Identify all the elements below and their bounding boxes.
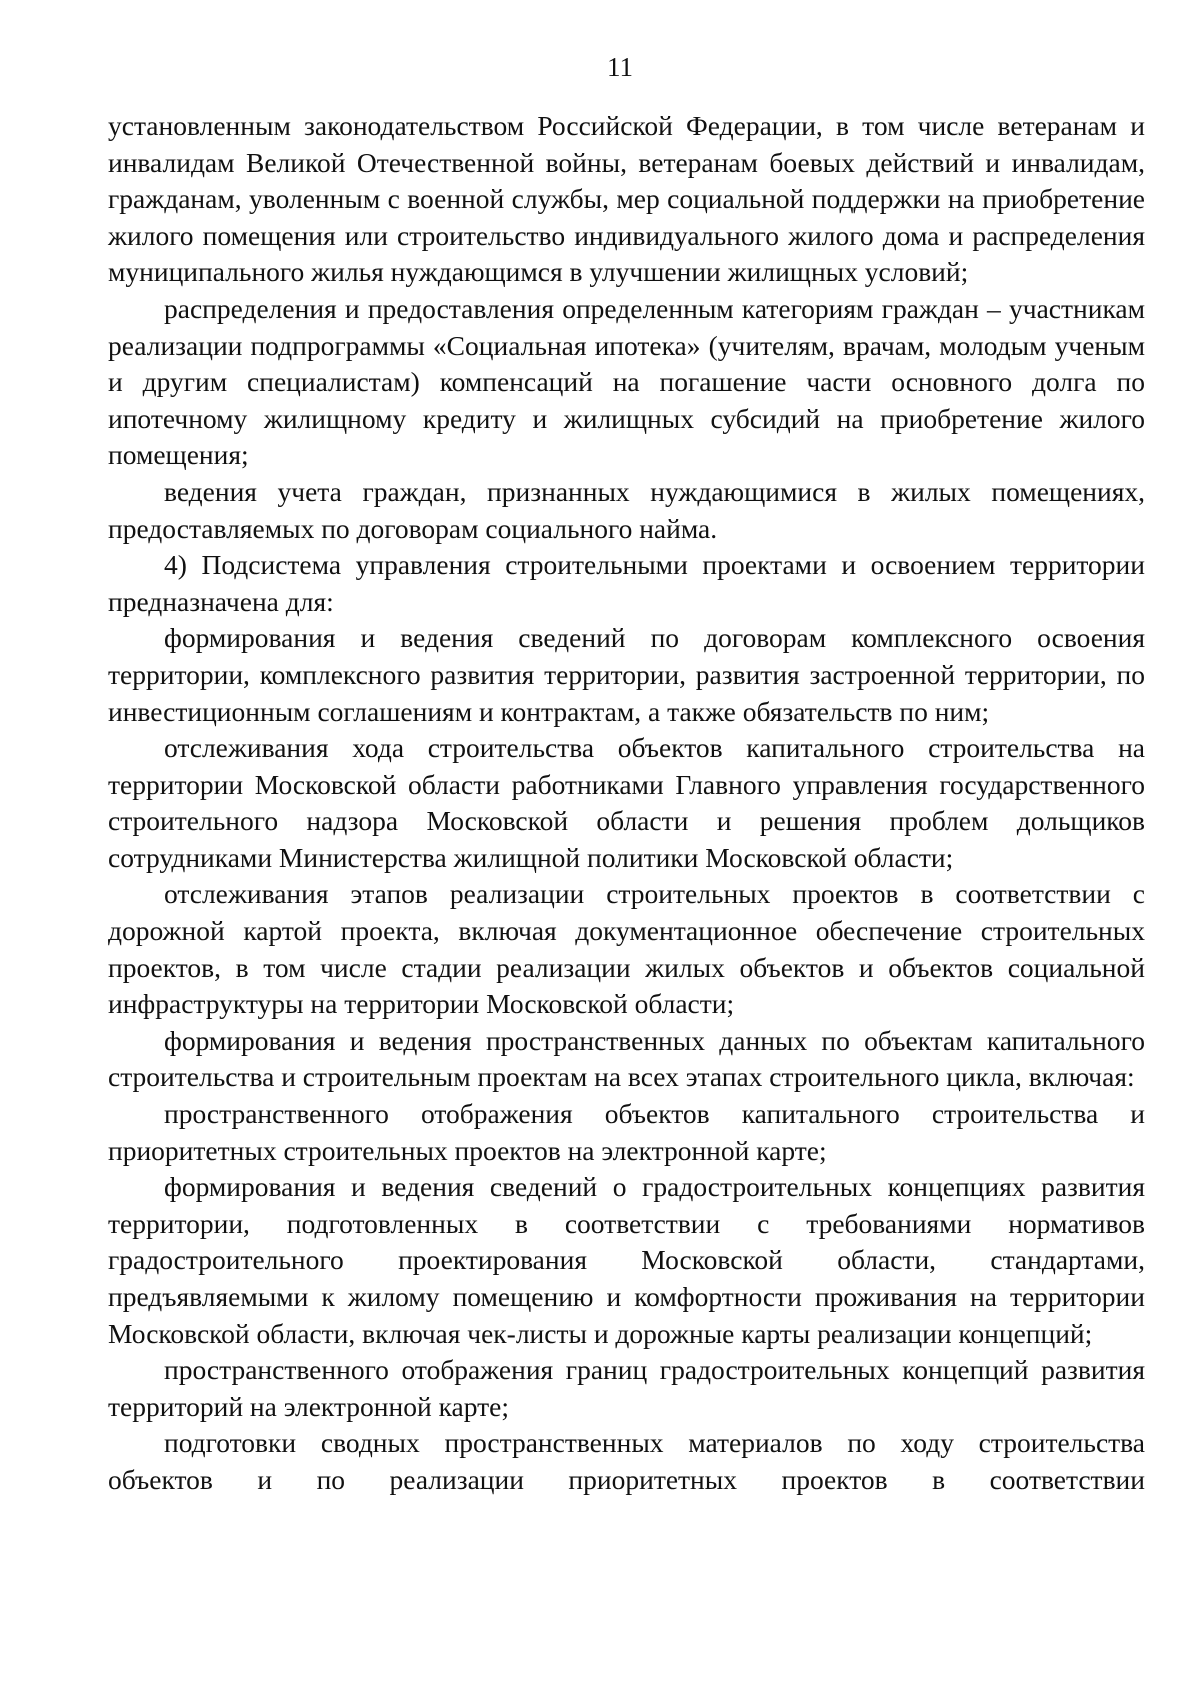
paragraph-social-mortgage-compensation: распределения и предоставления определенным категориям граждан – участникам реализации подпрограммы «Социальная ипотека» (учителям, врачам, молодым ученым и другим специалистам) компенсаций на погашение части основного долга по ипотечному жилищному кредиту и жилищных субсидий на приобретение жилого помещения;	[108, 292, 1145, 471]
paragraph-concept-boundaries: пространственного отображения границ градостроительных концепций развития территорий на электронной карте;	[108, 1354, 1145, 1422]
paragraph-subsystem-4-heading: 4) Подсистема управления строительными проектами и освоением территории предназначена для:	[108, 549, 1145, 617]
page-number: 11	[607, 52, 633, 82]
paragraph-project-stages: отслеживания этапов реализации строительных проектов в соответствии с дорожной картой проекта, включая документационное обеспечение строительных проектов, в том числе стадии реализации жилых объектов и объектов социальной инфраструктуры на территории Московской области;	[108, 878, 1145, 1020]
paragraph-citizen-registration: ведения учета граждан, признанных нуждающимися в жилых помещениях, предоставляемых по договорам социального найма.	[108, 475, 1145, 544]
paragraph-construction-tracking: отслеживания хода строительства объектов капитального строительства на территории Московской области работниками Главного управления государственного строительного надзора Московской области и решения проблем дольщиков сотрудниками Министерства жилищной политики Московской области;	[108, 732, 1145, 873]
paragraph-summary-materials: подготовки сводных пространственных материалов по ходу строительства объектов и по реализации приоритетных проектов в соответствии	[108, 1427, 1145, 1495]
paragraph-territory-agreements: формирования и ведения сведений по договорам комплексного освоения территории, комплексного развития территории, развития застроенной территории, по инвестиционным соглашениям и контрактам, а также обязательств по ним;	[108, 622, 1145, 727]
paragraph-urban-concepts: формирования и ведения сведений о градостроительных концепциях развития территории, подготовленных в соответствии с требованиями нормативов градостроительного проектирования Московской области, стандартами, предъявляемыми к жилому помещению и комфортности проживания на территории Московской области, включая чек-листы и дорожные карты реализации концепций;	[108, 1171, 1145, 1349]
paragraph-social-support-continuation: установленным законодательством Российской Федерации, в том числе ветеранам и инвалидам Великой Отечественной войны, ветеранам боевых действий и инвалидам, гражданам, уволенным с военной службы, мер социальной поддержки на приобретение жилого помещения или строительство индивидуального жилого дома и распределения муниципального жилья нуждающимся в улучшении жилищных условий;	[108, 110, 1145, 288]
paragraph-spatial-display-objects: пространственного отображения объектов капитального строительства и приоритетных строительных проектов на электронной карте;	[108, 1098, 1145, 1166]
document-body	[108, 108, 1145, 1499]
paragraph-spatial-data: формирования и ведения пространственных данных по объектам капитального строительства и строительным проектам на всех этапах строительного цикла, включая:	[108, 1024, 1145, 1093]
